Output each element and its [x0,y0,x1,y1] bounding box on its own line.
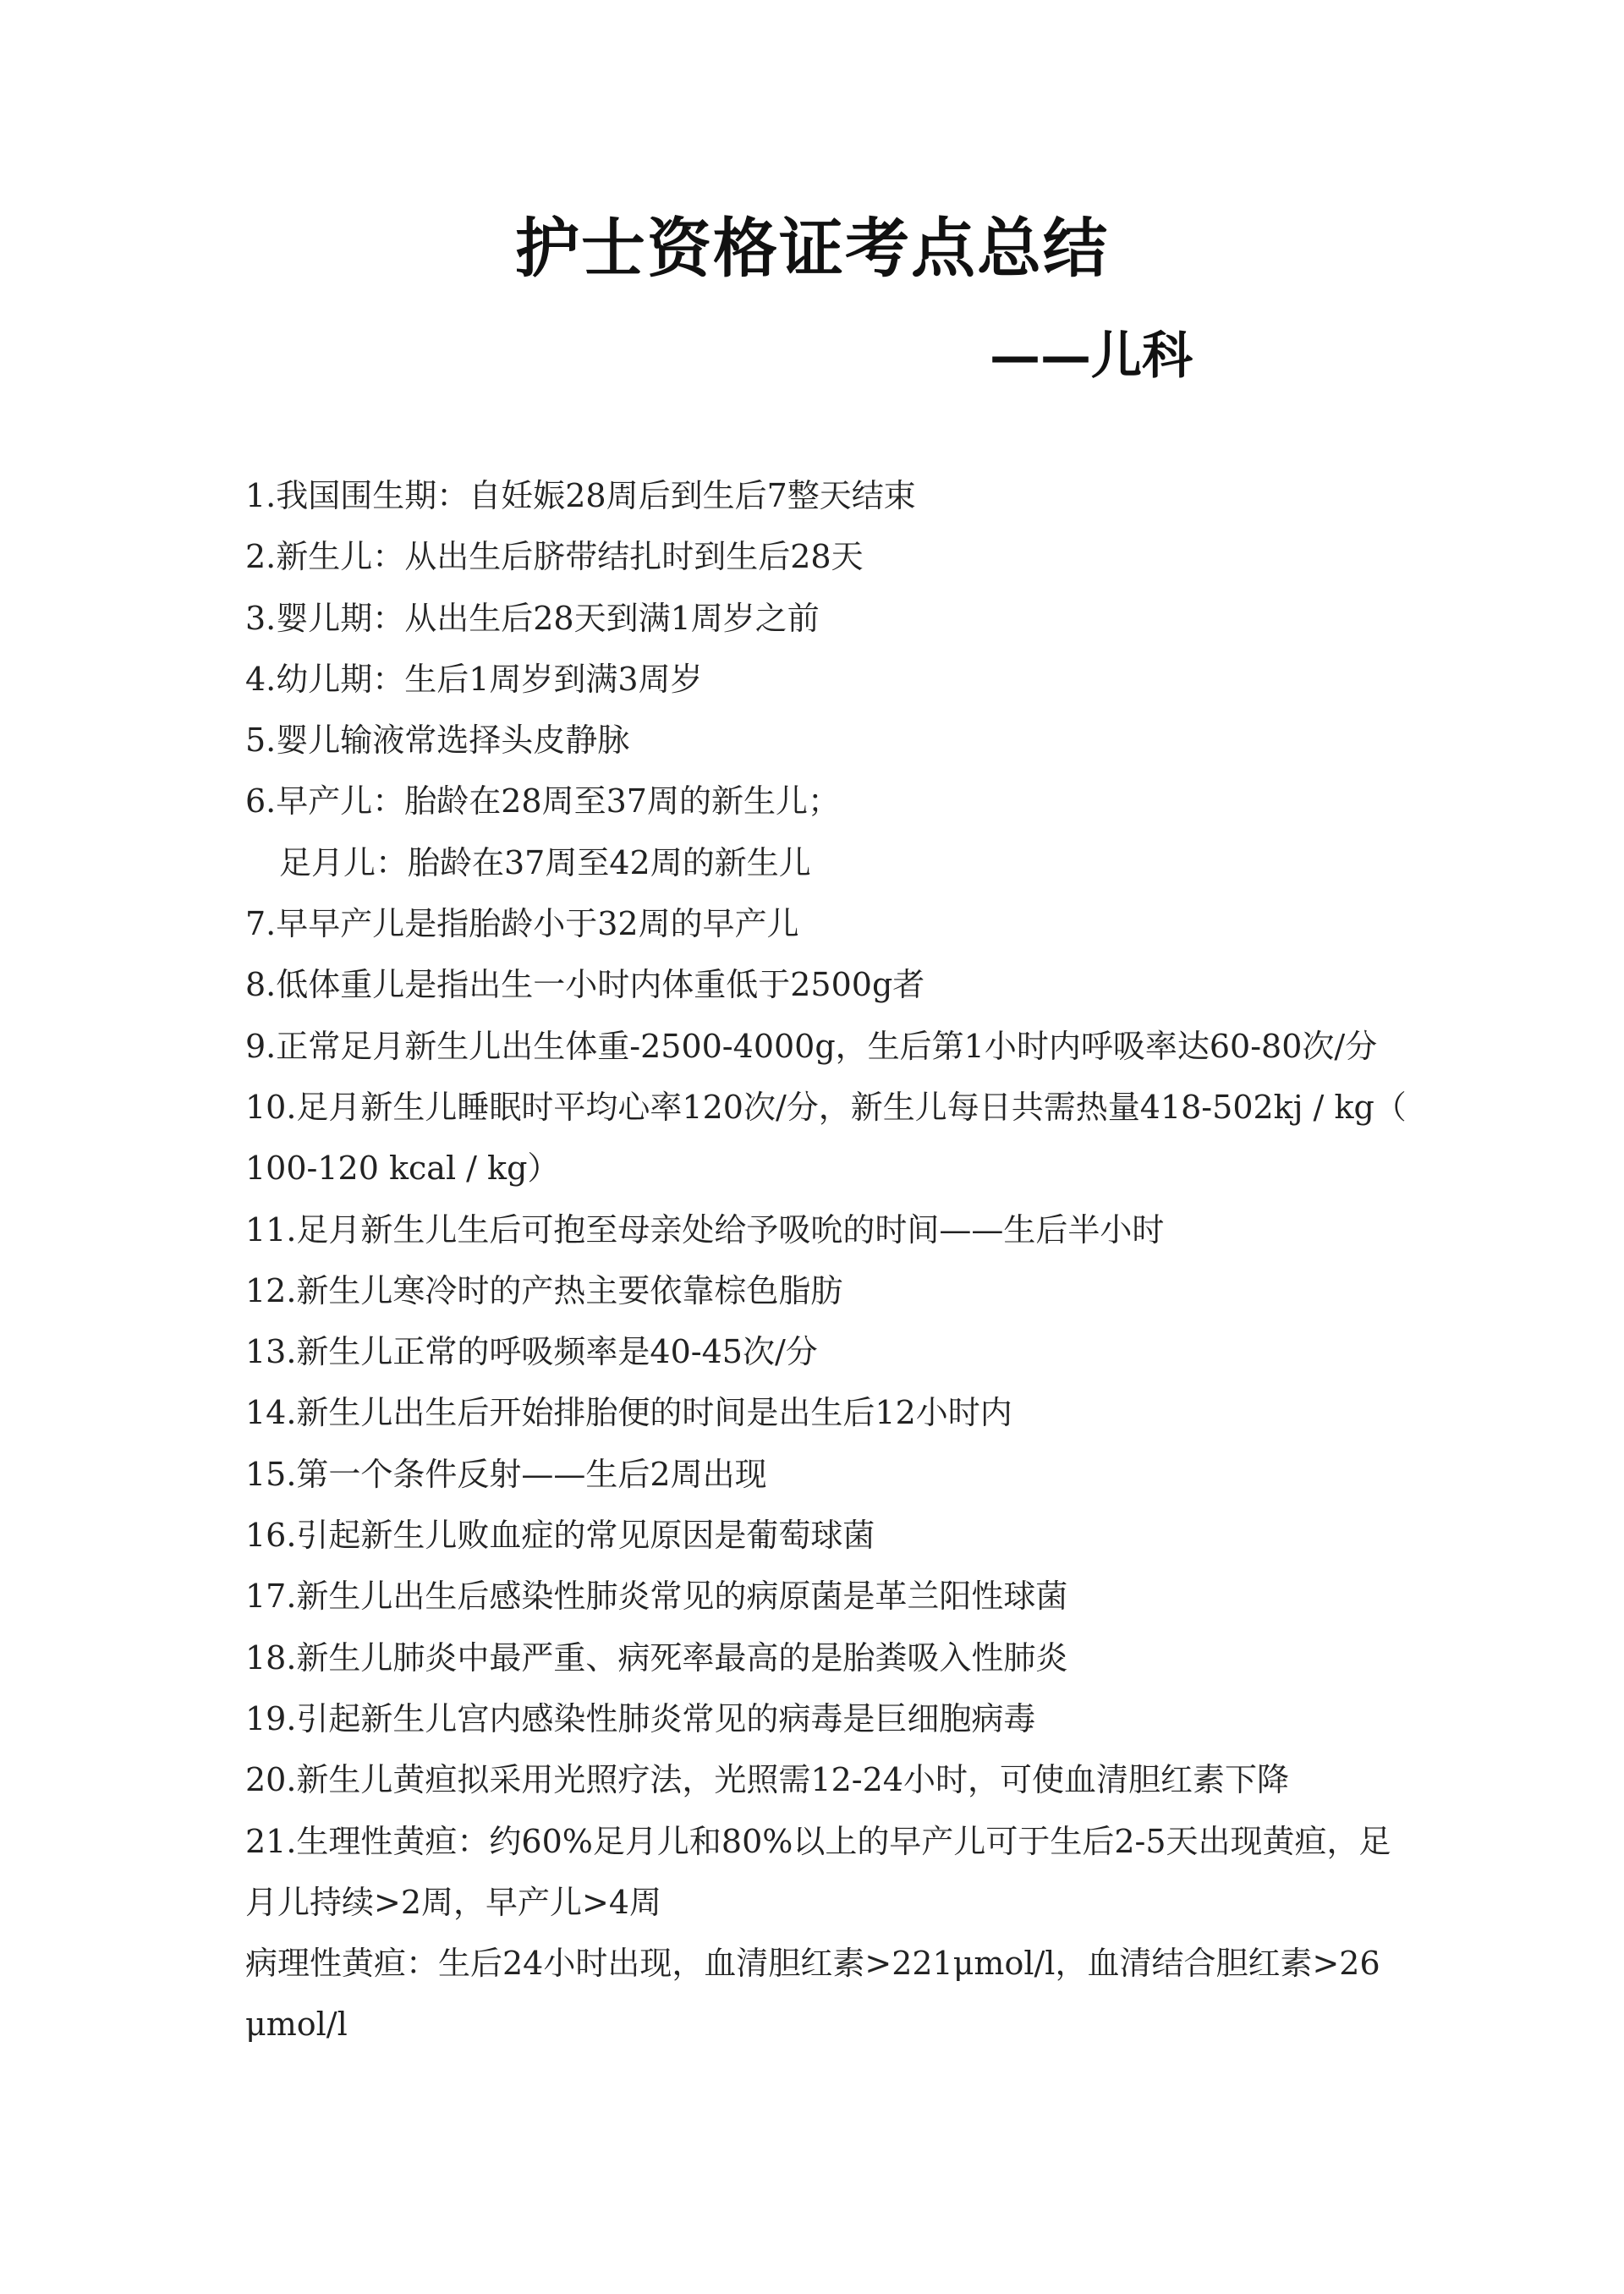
note-line: 100-120 kcal / kg） [245,1150,560,1188]
note-line: 6.早产儿：胎龄在28周至37周的新生儿； [245,782,840,820]
note-line: 12.新生儿寒冷时的产热主要依靠棕色脂肪 [245,1271,843,1309]
note-line: 15.第一个条件反射——生后2周出现 [245,1455,767,1493]
note-line: 2.新生儿：从出生后脐带结扎时到生后28天 [245,538,864,576]
note-line: 14.新生儿出生后开始排胎便的时间是出生后12小时内 [245,1394,1012,1432]
note-line: 13.新生儿正常的呼吸频率是40-45次/分 [245,1333,818,1371]
note-line: 1.我国围生期：自妊娠28周后到生后7整天结束 [245,477,916,514]
note-line: 10.足月新生儿睡眠时平均心率120次/分，新生儿每日共需热量418-502kj / kg（ [245,1088,1407,1126]
note-line: 9.正常足月新生儿出生体重-2500-4000g，生后第1小时内呼吸率达60-80次/分 [245,1027,1378,1065]
note-line: 7.早早产儿是指胎龄小于32周的早产儿 [245,905,799,943]
note-line: 3.婴儿期：从出生后28天到满1周岁之前 [245,599,820,637]
note-line: 20.新生儿黄疸拟采用光照疗法，光照需12-24小时，可使血清胆红素下降 [245,1761,1289,1799]
page-subtitle: ——儿科 [990,327,1193,386]
note-line: 16.引起新生儿败血症的常见原因是葡萄球菌 [245,1517,875,1555]
notes-list [245,465,1407,2055]
note-line: 病理性黄疸：生后24小时出现，血清胆红素>221μmol/l，血清结合胆红素>26 [245,1945,1380,1983]
page-title: 护士资格证考点总结 [515,211,1109,286]
note-line: 11.足月新生儿生后可抱至母亲处给予吸吮的时间——生后半小时 [245,1210,1165,1249]
note-line: 21.生理性黄疸：约60%足月儿和80%以上的早产儿可于生后2-5天出现黄疸，足 [245,1822,1391,1860]
note-line: 19.引起新生儿宫内感染性肺炎常见的病毒是巨细胞病毒 [245,1699,1036,1737]
note-line: 17.新生儿出生后感染性肺炎常见的病原菌是革兰阳性球菌 [245,1578,1068,1616]
note-line: 足月儿：胎龄在37周至42周的新生儿 [279,843,811,881]
note-line: μmol/l [245,2006,348,2044]
note-line: 月儿持续>2周，早产儿>4周 [245,1883,662,1921]
note-line: 8.低体重儿是指出生一小时内体重低于2500g者 [245,966,925,1004]
note-line: 18.新生儿肺炎中最严重、病死率最高的是胎粪吸入性肺炎 [245,1638,1068,1677]
note-line: 5.婴儿输液常选择头皮静脉 [245,722,630,760]
note-line: 4.幼儿期：生后1周岁到满3周岁 [245,660,703,698]
